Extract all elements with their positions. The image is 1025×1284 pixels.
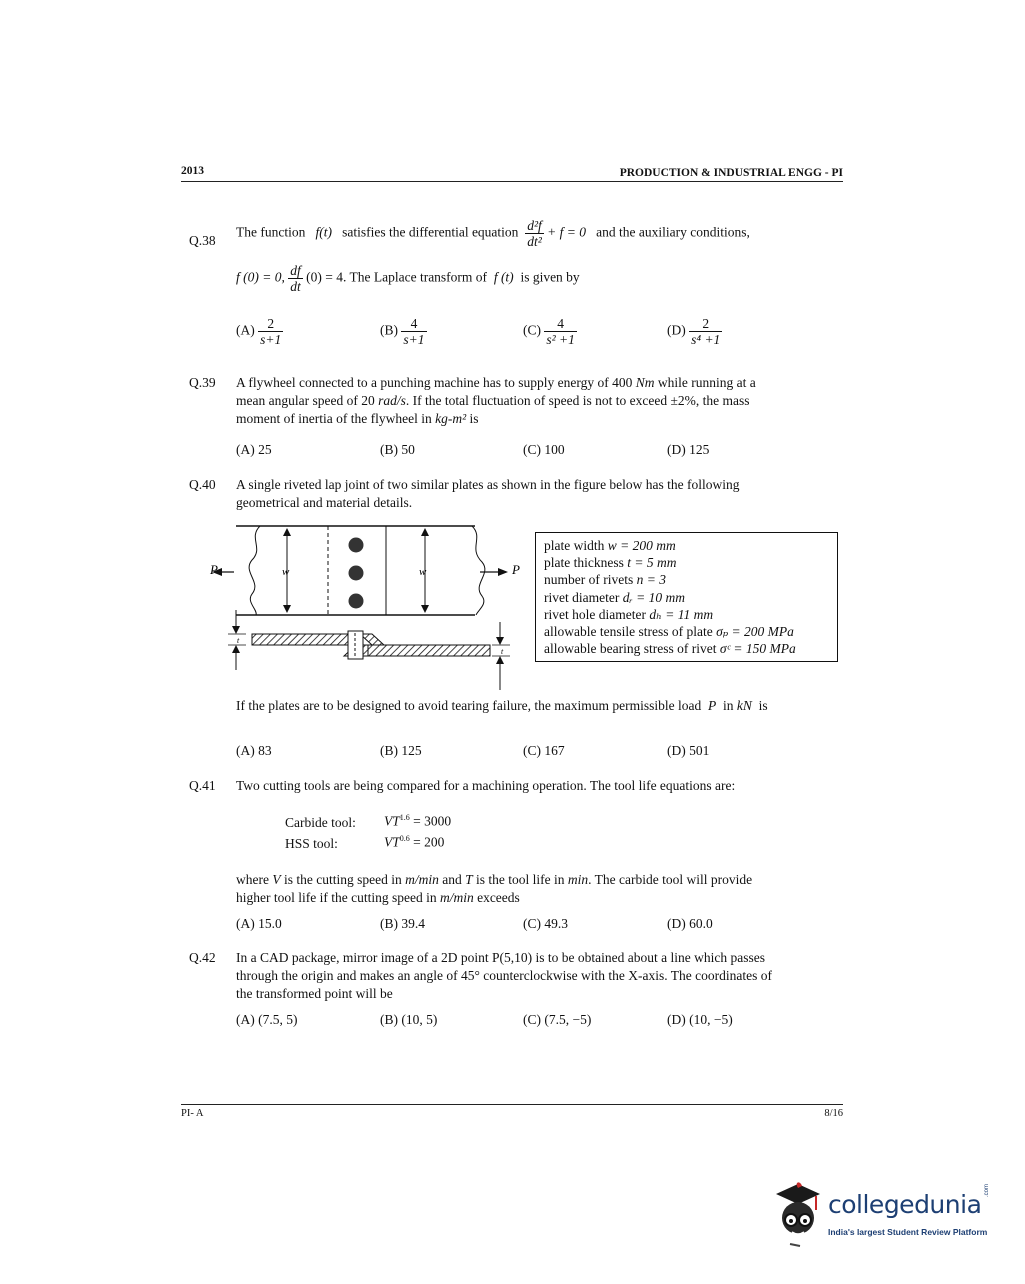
q40-question-text: If the plates are to be designed to avoid tearing failure, the maximum permissible load P in kN is [236, 698, 768, 713]
q38-text-e: is given by [520, 269, 580, 285]
q41-option-d[interactable]: (D) 60.0 [667, 916, 713, 931]
q40-option-b[interactable]: (B) 125 [380, 743, 422, 758]
q41-option-a[interactable]: (A) 15.0 [236, 916, 282, 931]
detail-row: rivet diameter dᵣ = 10 mm [544, 589, 686, 605]
q38-text-b: satisfies the differential equation [342, 224, 519, 240]
q38-text-a: The function [236, 224, 306, 240]
q38-option-a[interactable]: (A) $\frac{2}{s+1}$ [236, 316, 282, 347]
q41-description: where V is the cutting speed in m/min and T is the tool life in min. The carbide tool will provide higher tool life if the cutting speed in m/min exceeds [236, 872, 753, 905]
q40-option-a[interactable]: (A) 83 [236, 743, 272, 758]
header-rule [181, 181, 843, 182]
q42-text: In a CAD package, mirror image of a 2D point P(5,10) is to be obtained about a line which passes through the origin and makes an angle of 45° counterclockwise with the X-axis. The coordinates of the transformed point will be [236, 950, 772, 1001]
q38-cond-a: f (0) = 0, [236, 269, 285, 285]
q41-text: Two cutting tools are being compared for a machining operation. The tool life equations are: [236, 778, 736, 793]
q40-option-c[interactable]: (C) 167 [523, 743, 565, 758]
q41-option-c[interactable]: (C) 49.3 [523, 916, 568, 931]
q42-number: Q.42 [189, 950, 216, 965]
q42-option-d[interactable]: (D) (10, −5) [667, 1012, 733, 1027]
footer-rule [181, 1104, 843, 1105]
q42-option-b[interactable]: (B) (10, 5) [380, 1012, 438, 1027]
collegedunia-logo [770, 1180, 1000, 1250]
plate-details-box [535, 532, 838, 662]
fig-load-right: P [512, 562, 520, 577]
hss-tool-equation: $VT^{0.6} = 200$ [384, 834, 445, 850]
fig-thickness-right: t [501, 647, 504, 656]
plate-side-view [228, 610, 510, 690]
q39-option-b[interactable]: (B) 50 [380, 442, 415, 457]
paper-title: PRODUCTION & INDUSTRIAL ENGG - PI [619, 167, 843, 179]
riveted-lap-joint-figure [200, 520, 530, 692]
detail-row: rivet hole diameter dₕ = 11 mm [544, 606, 714, 622]
q38-cond-b: (0) = 4 [306, 269, 343, 285]
fig-width-left: w [282, 566, 290, 578]
hss-tool-label: HSS tool: [285, 836, 338, 851]
detail-row: number of rivets n = 3 [544, 572, 666, 588]
detail-row: plate width w = 200 mm [544, 538, 676, 553]
q38-line1 [236, 218, 836, 249]
carbide-tool-label: Carbide tool: [285, 815, 356, 830]
rivet-2 [349, 566, 364, 581]
q38-eq-rest: + f = 0 [547, 224, 586, 240]
page-number: 8/16 [824, 1108, 843, 1119]
q39-text: A flywheel connected to a punching machine has to supply energy of 400 Nm while running at a mean angular speed of 20 rad/s. If the total fluctuation of speed is not to exceed ±2%, the mass moment of inertia of the flywheel in kg-m² is [236, 375, 756, 426]
graduate-mascot-icon [770, 1180, 826, 1250]
rivet-3 [349, 594, 364, 609]
q38-option-c[interactable]: (C) $\frac{4}{\text{s² +1}}$ [523, 316, 575, 347]
plate-top-view [212, 526, 508, 615]
q41-number: Q.41 [189, 778, 216, 793]
q39-option-d[interactable]: (D) 125 [667, 442, 710, 457]
q39-option-c[interactable]: (C) 100 [523, 442, 565, 457]
q40-option-d[interactable]: (D) 501 [667, 743, 710, 758]
q39-number: Q.39 [189, 375, 216, 390]
brand-name: collegedunia [828, 1190, 982, 1219]
carbide-tool-equation: $VT^{1.6} = 3000$ [384, 813, 452, 829]
q38-option-d[interactable]: (D) $\frac{2}{\text{s⁴ +1}}$ [667, 316, 721, 347]
detail-row: allowable tensile stress of plate σₚ = 200 MPa [544, 624, 794, 640]
detail-row: allowable bearing stress of rivet σᶜ = 150 MPa [544, 641, 796, 657]
brand-suffix: .com [984, 1183, 990, 1197]
q41-option-b[interactable]: (B) 39.4 [380, 916, 425, 931]
q38-text-c: and the auxiliary conditions, [596, 224, 750, 240]
q40-text: A single riveted lap joint of two similar plates as shown in the figure below has the following geometrical and material details. [236, 477, 740, 510]
q38-line2 [236, 263, 580, 294]
paper-code: PI- A [181, 1108, 204, 1119]
q38-option-b[interactable]: (B) $\frac{4}{s+1}$ [380, 316, 425, 347]
brand-tagline: India's largest Student Review Platform [828, 1227, 988, 1237]
q38-fn2: f (t) [493, 269, 514, 285]
q40-number: Q.40 [189, 477, 216, 492]
rivet-1 [349, 538, 364, 553]
q38-number: Q.38 [189, 233, 216, 248]
fig-width-right: w [419, 566, 427, 578]
q38-first-derivative: $\frac{df}{dt}$ [290, 263, 301, 294]
q38-fn: f(t) [315, 224, 332, 240]
q42-option-a[interactable]: (A) (7.5, 5) [236, 1012, 298, 1027]
detail-row: plate thickness t = 5 mm [544, 555, 677, 571]
fig-thickness-left: t [237, 636, 240, 645]
q42-option-c[interactable]: (C) (7.5, −5) [523, 1012, 592, 1027]
q38-text-d: . The Laplace transform of [342, 269, 488, 285]
q38-second-derivative: $\frac{\text{d²f}}{\text{dt²}}$ [527, 218, 542, 249]
exam-year: 2013 [181, 165, 204, 177]
fig-load-left: P [210, 562, 218, 577]
q39-option-a[interactable]: (A) 25 [236, 442, 272, 457]
